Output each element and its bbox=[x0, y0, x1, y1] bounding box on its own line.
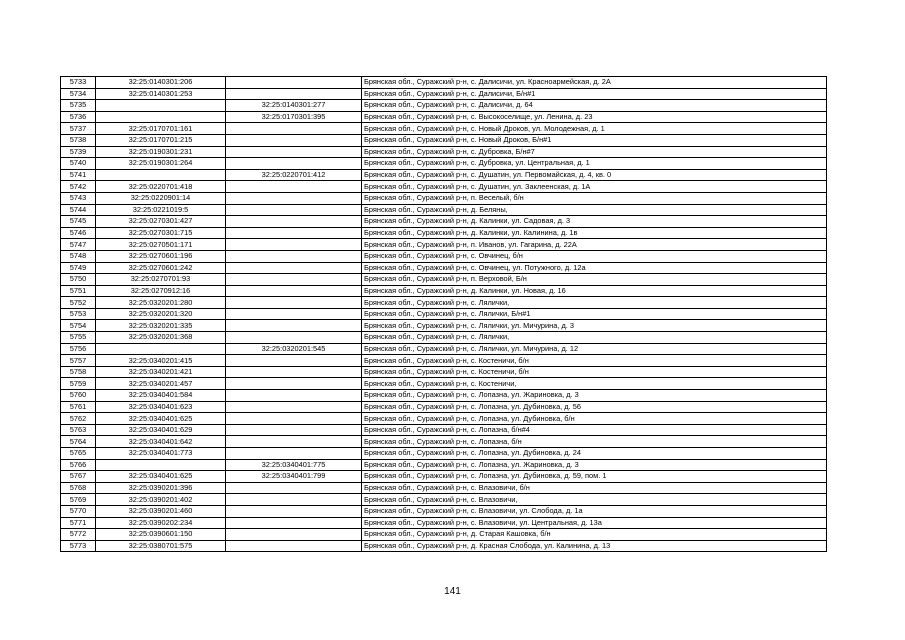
address-cell: Брянская обл., Суражский р-н, с. Костеничи, bbox=[362, 378, 827, 390]
row-number-cell: 5762 bbox=[61, 413, 96, 425]
object-cadastral-number-cell bbox=[226, 181, 362, 193]
object-cadastral-number-cell bbox=[226, 320, 362, 332]
cadastral-number-cell: 32:25:0340201:415 bbox=[96, 355, 226, 367]
cadastral-number-cell: 32:25:0390601:150 bbox=[96, 529, 226, 541]
table-row bbox=[61, 274, 827, 286]
address-cell: Брянская обл., Суражский р-н, с. Лопазна, ул. Дубиновка, д. 59, пом. 1 bbox=[362, 471, 827, 483]
row-number-cell: 5736 bbox=[61, 111, 96, 123]
object-cadastral-number-cell bbox=[226, 540, 362, 552]
row-number-cell: 5752 bbox=[61, 297, 96, 309]
object-cadastral-number-cell bbox=[226, 355, 362, 367]
address-cell: Брянская обл., Суражский р-н, д. Калинки, ул. Новая, д. 16 bbox=[362, 285, 827, 297]
table-row bbox=[61, 250, 827, 262]
address-cell: Брянская обл., Суражский р-н, с. Лопазна, ул. Дубиновка, д. 56 bbox=[362, 401, 827, 413]
address-cell: Брянская обл., Суражский р-н, п. Верховой, Б/н bbox=[362, 274, 827, 286]
cadastral-number-cell: 32:25:0270501:171 bbox=[96, 239, 226, 251]
table-row bbox=[61, 297, 827, 309]
address-cell: Брянская обл., Суражский р-н, с. Костеничи, б/н bbox=[362, 366, 827, 378]
address-cell: Брянская обл., Суражский р-н, с. Душатин, ул. Заклеенская, д. 1А bbox=[362, 181, 827, 193]
address-cell: Брянская обл., Суражский р-н, с. Лялички, bbox=[362, 332, 827, 344]
row-number-cell: 5755 bbox=[61, 332, 96, 344]
cadastral-number-cell: 32:25:0140301:206 bbox=[96, 77, 226, 89]
address-cell: Брянская обл., Суражский р-н, с. Лопазна, ул. Дубиновка, б/н bbox=[362, 413, 827, 425]
table-row bbox=[61, 216, 827, 228]
object-cadastral-number-cell bbox=[226, 366, 362, 378]
row-number-cell: 5764 bbox=[61, 436, 96, 448]
address-cell: Брянская обл., Суражский р-н, д. Калинки, ул. Садовая, д. 3 bbox=[362, 216, 827, 228]
row-number-cell: 5766 bbox=[61, 459, 96, 471]
table-row bbox=[61, 181, 827, 193]
cadastral-number-cell bbox=[96, 343, 226, 355]
object-cadastral-number-cell bbox=[226, 436, 362, 448]
object-cadastral-number-cell bbox=[226, 517, 362, 529]
cadastral-number-cell: 32:25:0340401:625 bbox=[96, 413, 226, 425]
page-number: 141 bbox=[444, 586, 461, 597]
table-row bbox=[61, 308, 827, 320]
object-cadastral-number-cell bbox=[226, 390, 362, 402]
table-row bbox=[61, 482, 827, 494]
object-cadastral-number-cell: 32:25:0170301:395 bbox=[226, 111, 362, 123]
table-body bbox=[61, 77, 827, 552]
row-number-cell: 5741 bbox=[61, 169, 96, 181]
row-number-cell: 5747 bbox=[61, 239, 96, 251]
row-number-cell: 5759 bbox=[61, 378, 96, 390]
cadastral-number-cell: 32:25:0340401:629 bbox=[96, 424, 226, 436]
table-row bbox=[61, 494, 827, 506]
row-number-cell: 5735 bbox=[61, 100, 96, 112]
row-number-cell: 5770 bbox=[61, 505, 96, 517]
address-cell: Брянская обл., Суражский р-н, с. Далисичи, ул. Красноармейская, д. 2А bbox=[362, 77, 827, 89]
address-cell: Брянская обл., Суражский р-н, с. Лялички, Б/н#1 bbox=[362, 308, 827, 320]
address-cell: Брянская обл., Суражский р-н, с. Лялички, ул. Мичурина, д. 12 bbox=[362, 343, 827, 355]
table-row bbox=[61, 540, 827, 552]
object-cadastral-number-cell bbox=[226, 134, 362, 146]
object-cadastral-number-cell bbox=[226, 204, 362, 216]
object-cadastral-number-cell bbox=[226, 448, 362, 460]
address-cell: Брянская обл., Суражский р-н, д. Старая Кашовка, б/н bbox=[362, 529, 827, 541]
object-cadastral-number-cell bbox=[226, 158, 362, 170]
object-cadastral-number-cell bbox=[226, 192, 362, 204]
row-number-cell: 5771 bbox=[61, 517, 96, 529]
cadastral-number-cell: 32:25:0220901:14 bbox=[96, 192, 226, 204]
table-row bbox=[61, 436, 827, 448]
table-row bbox=[61, 239, 827, 251]
object-cadastral-number-cell bbox=[226, 529, 362, 541]
row-number-cell: 5742 bbox=[61, 181, 96, 193]
row-number-cell: 5769 bbox=[61, 494, 96, 506]
address-cell: Брянская обл., Суражский р-н, д. Калинки, ул. Калинина, д. 1в bbox=[362, 227, 827, 239]
address-cell: Брянская обл., Суражский р-н, с. Лялички, bbox=[362, 297, 827, 309]
cadastral-number-cell: 32:25:0140301:253 bbox=[96, 88, 226, 100]
object-cadastral-number-cell bbox=[226, 146, 362, 158]
row-number-cell: 5748 bbox=[61, 250, 96, 262]
table-row bbox=[61, 285, 827, 297]
cadastral-number-cell: 32:25:0320201:280 bbox=[96, 297, 226, 309]
cadastral-number-cell bbox=[96, 459, 226, 471]
table-row bbox=[61, 378, 827, 390]
address-cell: Брянская обл., Суражский р-н, с. Лопазна, ул. Жариновка, д. 3 bbox=[362, 390, 827, 402]
row-number-cell: 5758 bbox=[61, 366, 96, 378]
cadastral-number-cell bbox=[96, 111, 226, 123]
table-row bbox=[61, 134, 827, 146]
object-cadastral-number-cell bbox=[226, 274, 362, 286]
object-cadastral-number-cell bbox=[226, 505, 362, 517]
cadastral-table bbox=[60, 76, 827, 552]
table-row bbox=[61, 227, 827, 239]
table-row bbox=[61, 169, 827, 181]
address-cell: Брянская обл., Суражский р-н, с. Влазовичи, bbox=[362, 494, 827, 506]
cadastral-number-cell: 32:25:0170701:215 bbox=[96, 134, 226, 146]
object-cadastral-number-cell bbox=[226, 123, 362, 135]
cadastral-number-cell bbox=[96, 100, 226, 112]
cadastral-number-cell: 32:25:0190301:231 bbox=[96, 146, 226, 158]
address-cell: Брянская обл., Суражский р-н, с. Далисичи, Б/н#1 bbox=[362, 88, 827, 100]
object-cadastral-number-cell bbox=[226, 216, 362, 228]
table-row bbox=[61, 390, 827, 402]
object-cadastral-number-cell bbox=[226, 308, 362, 320]
table-row bbox=[61, 88, 827, 100]
object-cadastral-number-cell bbox=[226, 482, 362, 494]
table-row bbox=[61, 204, 827, 216]
table-row bbox=[61, 77, 827, 89]
table-row bbox=[61, 332, 827, 344]
table-row bbox=[61, 355, 827, 367]
cadastral-number-cell: 32:25:0270701:93 bbox=[96, 274, 226, 286]
row-number-cell: 5754 bbox=[61, 320, 96, 332]
cadastral-number-cell: 32:25:0340401:623 bbox=[96, 401, 226, 413]
object-cadastral-number-cell bbox=[226, 239, 362, 251]
row-number-cell: 5749 bbox=[61, 262, 96, 274]
table-row bbox=[61, 529, 827, 541]
row-number-cell: 5768 bbox=[61, 482, 96, 494]
object-cadastral-number-cell bbox=[226, 77, 362, 89]
address-cell: Брянская обл., Суражский р-н, с. Влазовичи, ул. Слобода, д. 1а bbox=[362, 505, 827, 517]
row-number-cell: 5763 bbox=[61, 424, 96, 436]
table-row bbox=[61, 401, 827, 413]
address-cell: Брянская обл., Суражский р-н, с. Костеничи, б/н bbox=[362, 355, 827, 367]
object-cadastral-number-cell: 32:25:0320201:545 bbox=[226, 343, 362, 355]
cadastral-number-cell: 32:25:0340401:642 bbox=[96, 436, 226, 448]
object-cadastral-number-cell bbox=[226, 332, 362, 344]
cadastral-number-cell: 32:25:0270912:16 bbox=[96, 285, 226, 297]
object-cadastral-number-cell bbox=[226, 250, 362, 262]
table-row bbox=[61, 192, 827, 204]
cadastral-number-cell: 32:25:0270601:196 bbox=[96, 250, 226, 262]
object-cadastral-number-cell bbox=[226, 262, 362, 274]
object-cadastral-number-cell bbox=[226, 494, 362, 506]
table-row bbox=[61, 100, 827, 112]
address-cell: Брянская обл., Суражский р-н, д. Беляны, bbox=[362, 204, 827, 216]
table-row bbox=[61, 123, 827, 135]
address-cell: Брянская обл., Суражский р-н, с. Лопазна, б/н#4 bbox=[362, 424, 827, 436]
object-cadastral-number-cell: 32:25:0220701:412 bbox=[226, 169, 362, 181]
address-cell: Брянская обл., Суражский р-н, с. Влазовичи, б/н bbox=[362, 482, 827, 494]
cadastral-number-cell: 32:25:0390202:234 bbox=[96, 517, 226, 529]
row-number-cell: 5773 bbox=[61, 540, 96, 552]
row-number-cell: 5739 bbox=[61, 146, 96, 158]
row-number-cell: 5765 bbox=[61, 448, 96, 460]
cadastral-number-cell: 32:25:0170701:161 bbox=[96, 123, 226, 135]
table-row bbox=[61, 505, 827, 517]
cadastral-number-cell: 32:25:0190301:264 bbox=[96, 158, 226, 170]
cadastral-number-cell: 32:25:0340401:625 bbox=[96, 471, 226, 483]
object-cadastral-number-cell bbox=[226, 285, 362, 297]
address-cell: Брянская обл., Суражский р-н, с. Дубровка, Б/н#7 bbox=[362, 146, 827, 158]
row-number-cell: 5743 bbox=[61, 192, 96, 204]
cadastral-number-cell: 32:25:0390201:396 bbox=[96, 482, 226, 494]
row-number-cell: 5757 bbox=[61, 355, 96, 367]
object-cadastral-number-cell bbox=[226, 413, 362, 425]
table-row bbox=[61, 517, 827, 529]
cadastral-number-cell: 32:25:0270601:242 bbox=[96, 262, 226, 274]
table-row bbox=[61, 366, 827, 378]
address-cell: Брянская обл., Суражский р-н, с. Лопазна, ул. Дубиновка, д. 24 bbox=[362, 448, 827, 460]
object-cadastral-number-cell bbox=[226, 297, 362, 309]
object-cadastral-number-cell bbox=[226, 378, 362, 390]
address-cell: Брянская обл., Суражский р-н, с. Влазовичи, ул. Центральная, д. 13а bbox=[362, 517, 827, 529]
address-cell: Брянская обл., Суражский р-н, с. Дубровка, ул. Центральная, д. 1 bbox=[362, 158, 827, 170]
cadastral-number-cell bbox=[96, 169, 226, 181]
cadastral-number-cell: 32:25:0320201:320 bbox=[96, 308, 226, 320]
row-number-cell: 5746 bbox=[61, 227, 96, 239]
row-number-cell: 5737 bbox=[61, 123, 96, 135]
row-number-cell: 5772 bbox=[61, 529, 96, 541]
address-cell: Брянская обл., Суражский р-н, п. Веселый, б/н bbox=[362, 192, 827, 204]
row-number-cell: 5750 bbox=[61, 274, 96, 286]
table-row bbox=[61, 262, 827, 274]
row-number-cell: 5738 bbox=[61, 134, 96, 146]
cadastral-number-cell: 32:25:0221019:5 bbox=[96, 204, 226, 216]
row-number-cell: 5756 bbox=[61, 343, 96, 355]
table-row bbox=[61, 343, 827, 355]
cadastral-number-cell: 32:25:0270301:427 bbox=[96, 216, 226, 228]
address-cell: Брянская обл., Суражский р-н, с. Новый Дроков, Б/н#1 bbox=[362, 134, 827, 146]
object-cadastral-number-cell bbox=[226, 227, 362, 239]
address-cell: Брянская обл., Суражский р-н, п. Иванов, ул. Гагарина, д. 22А bbox=[362, 239, 827, 251]
cadastral-number-cell: 32:25:0340201:457 bbox=[96, 378, 226, 390]
address-cell: Брянская обл., Суражский р-н, с. Лялички, ул. Мичурина, д. 3 bbox=[362, 320, 827, 332]
cadastral-number-cell: 32:25:0320201:335 bbox=[96, 320, 226, 332]
row-number-cell: 5734 bbox=[61, 88, 96, 100]
cadastral-number-cell: 32:25:0340201:421 bbox=[96, 366, 226, 378]
address-cell: Брянская обл., Суражский р-н, д. Красная Слобода, ул. Калинина, д. 13 bbox=[362, 540, 827, 552]
row-number-cell: 5740 bbox=[61, 158, 96, 170]
table-row bbox=[61, 158, 827, 170]
object-cadastral-number-cell: 32:25:0340401:799 bbox=[226, 471, 362, 483]
table-row bbox=[61, 146, 827, 158]
address-cell: Брянская обл., Суражский р-н, с. Новый Дроков, ул. Молодежная, д. 1 bbox=[362, 123, 827, 135]
address-cell: Брянская обл., Суражский р-н, с. Лопазна, ул. Жариновка, д. 3 bbox=[362, 459, 827, 471]
object-cadastral-number-cell bbox=[226, 424, 362, 436]
table-row bbox=[61, 424, 827, 436]
row-number-cell: 5751 bbox=[61, 285, 96, 297]
table-row bbox=[61, 111, 827, 123]
object-cadastral-number-cell bbox=[226, 88, 362, 100]
object-cadastral-number-cell: 32:25:0340401:775 bbox=[226, 459, 362, 471]
row-number-cell: 5744 bbox=[61, 204, 96, 216]
address-cell: Брянская обл., Суражский р-н, с. Высокоселище, ул. Ленина, д. 23 bbox=[362, 111, 827, 123]
object-cadastral-number-cell bbox=[226, 401, 362, 413]
address-cell: Брянская обл., Суражский р-н, с. Овчинец, ул. Потужного, д. 12а bbox=[362, 262, 827, 274]
table-row bbox=[61, 471, 827, 483]
address-cell: Брянская обл., Суражский р-н, с. Душатин, ул. Первомайская, д. 4, кв. 0 bbox=[362, 169, 827, 181]
table-row bbox=[61, 459, 827, 471]
table-row bbox=[61, 320, 827, 332]
object-cadastral-number-cell: 32:25:0140301:277 bbox=[226, 100, 362, 112]
cadastral-number-cell: 32:25:0390201:402 bbox=[96, 494, 226, 506]
row-number-cell: 5761 bbox=[61, 401, 96, 413]
cadastral-number-cell: 32:25:0220701:418 bbox=[96, 181, 226, 193]
address-cell: Брянская обл., Суражский р-н, с. Лопазна, б/н bbox=[362, 436, 827, 448]
cadastral-number-cell: 32:25:0270301:715 bbox=[96, 227, 226, 239]
table-row bbox=[61, 413, 827, 425]
row-number-cell: 5753 bbox=[61, 308, 96, 320]
cadastral-number-cell: 32:25:0390201:460 bbox=[96, 505, 226, 517]
row-number-cell: 5767 bbox=[61, 471, 96, 483]
address-cell: Брянская обл., Суражский р-н, с. Далисичи, д. 64 bbox=[362, 100, 827, 112]
cadastral-number-cell: 32:25:0320201:368 bbox=[96, 332, 226, 344]
row-number-cell: 5760 bbox=[61, 390, 96, 402]
cadastral-number-cell: 32:25:0340401:773 bbox=[96, 448, 226, 460]
table-row bbox=[61, 448, 827, 460]
cadastral-number-cell: 32:25:0380701:575 bbox=[96, 540, 226, 552]
row-number-cell: 5733 bbox=[61, 77, 96, 89]
address-cell: Брянская обл., Суражский р-н, с. Овчинец, б/н bbox=[362, 250, 827, 262]
cadastral-number-cell: 32:25:0340401:584 bbox=[96, 390, 226, 402]
row-number-cell: 5745 bbox=[61, 216, 96, 228]
